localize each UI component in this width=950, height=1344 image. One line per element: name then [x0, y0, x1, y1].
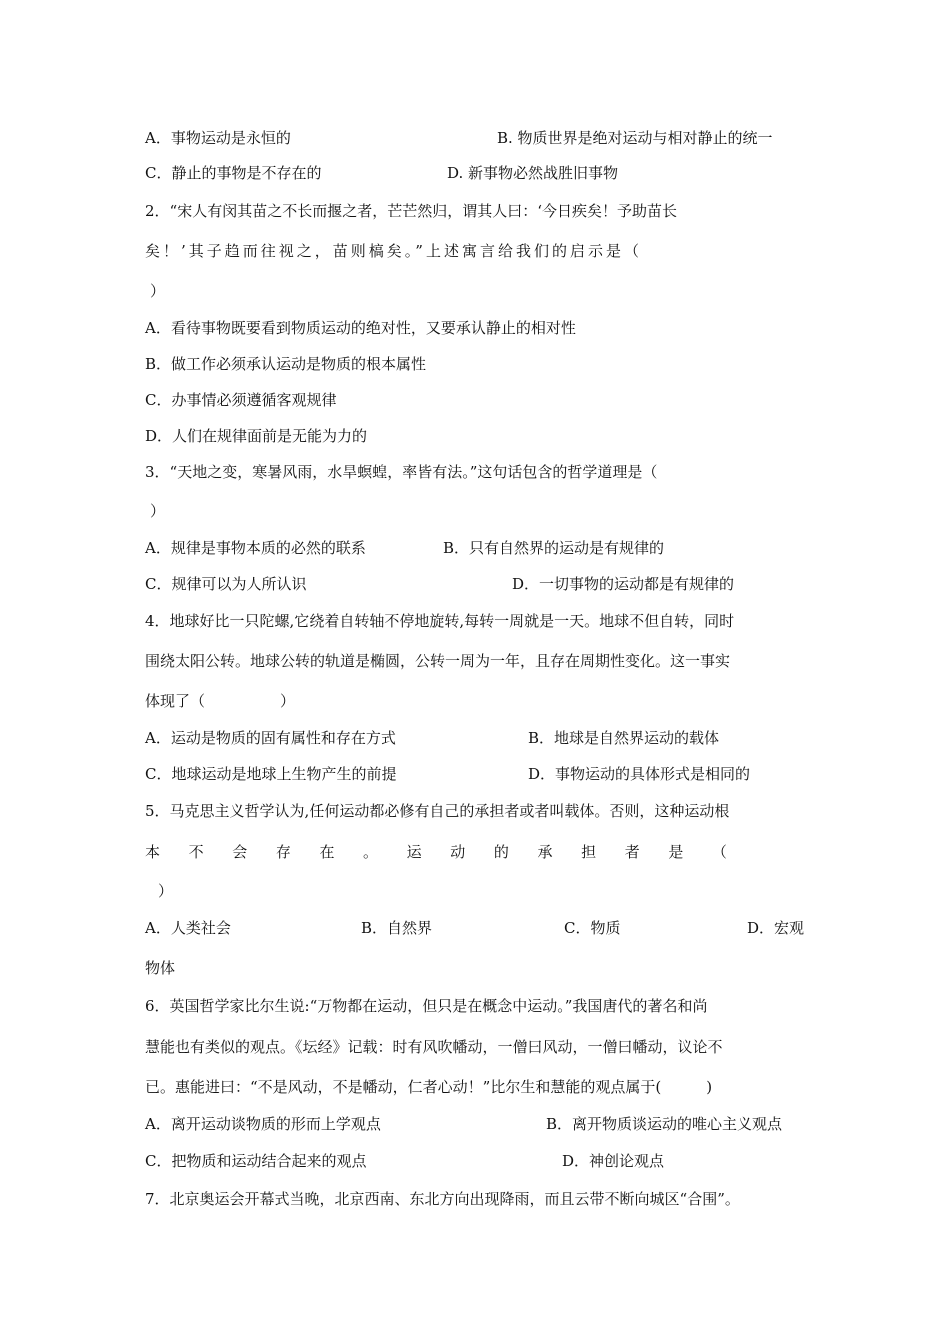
q5-stem-line2-char: 不 [188, 843, 204, 861]
q2-option-b: B．做工作必须承认运动是物质的根本属性 [145, 355, 427, 373]
q3-stem-line2: ） [150, 502, 166, 520]
q2-option-c: C．办事情必须遵循客观规律 [145, 391, 337, 409]
q1-option-a: A．事物运动是永恒的 [145, 129, 291, 147]
q6-stem-line2: 慧能也有类似的观点。《坛经》记载：时有风吹幡动，一僧曰风动，一僧曰幡动，议论不 [145, 1038, 723, 1056]
q1-option-c: C．静止的事物是不存在的 [145, 164, 322, 182]
q5-stem-line2-char: 的 [493, 843, 509, 861]
q1-option-d: D. 新事物必然战胜旧事物 [447, 164, 619, 182]
q3-stem-line1: 3．“天地之变，寒暑风雨，水旱螟蝗，率皆有法。”这句话包含的哲学道理是（ [145, 463, 658, 481]
q4-option-c: C．地球运动是地球上生物产生的前提 [145, 765, 397, 783]
q1-option-b: B. 物质世界是绝对运动与相对静止的统一 [497, 129, 773, 147]
q2-stem-line3: ） [150, 282, 166, 300]
q4-stem-line1: 4．地球好比一只陀螺,它绕着自转轴不停地旋转,每转一周就是一天。地球不但自转，同时 [145, 612, 735, 630]
q5-stem-line2-char: 担 [581, 843, 597, 861]
q3-option-c: C．规律可以为人所认识 [145, 575, 307, 593]
q5-stem-line2-char: 。 [363, 843, 379, 861]
q2-stem-line1: 2．“宋人有闵其苗之不长而揠之者，芒芒然归，谓其人曰：‘今日疾矣！予助苗长 [145, 202, 677, 220]
q2-option-a: A．看待事物既要看到物质运动的绝对性，又要承认静止的相对性 [145, 319, 576, 337]
q3-option-b: B．只有自然界的运动是有规律的 [443, 539, 665, 557]
q5-stem-line2-char: 存 [275, 843, 291, 861]
q6-option-b: B．离开物质谈运动的唯心主义观点 [546, 1115, 783, 1133]
q5-stem-line2-char: 者 [624, 843, 640, 861]
q2-option-d: D．人们在规律面前是无能为力的 [145, 427, 368, 445]
q5-stem-line2-char: 会 [232, 843, 248, 861]
q6-option-a: A．离开运动谈物质的形而上学观点 [145, 1115, 381, 1133]
q5-stem-line3: ） [158, 882, 174, 900]
q7-stem-line1: 7．北京奥运会开幕式当晚，北京西南、东北方向出现降雨，而且云带不断向城区“合围”。 [145, 1190, 740, 1208]
q2-stem-line2: 矣！’其子趋而往视之，苗则槁矣。”上述寓言给我们的启示是（ [145, 242, 642, 260]
q5-option-c: C．物质 [564, 919, 621, 937]
q5-stem-line2-char: 是 [668, 843, 684, 861]
q4-option-a: A．运动是物质的固有属性和存在方式 [145, 729, 396, 747]
q4-stem-line3: 体现了（ ） [145, 692, 296, 710]
q3-option-d: D．一切事物的运动都是有规律的 [512, 575, 735, 593]
q5-stem-line1: 5．马克思主义哲学认为,任何运动都必修有自己的承担者或者叫载体。否则，这种运动根 [145, 802, 730, 820]
q6-option-d: D．神创论观点 [562, 1152, 665, 1170]
q6-option-c: C．把物质和运动结合起来的观点 [145, 1152, 367, 1170]
q4-option-b: B．地球是自然界运动的载体 [528, 729, 720, 747]
q5-option-d-continued: 物体 [145, 959, 176, 977]
q6-stem-line1: 6．英国哲学家比尔生说:“万物都在运动，但只是在概念中运动。”我国唐代的著名和尚 [145, 997, 708, 1015]
q5-stem-line2-char: 运 [406, 843, 422, 861]
q6-stem-line3: 已。惠能进曰：“不是风动，不是幡动，仁者心动！”比尔生和慧能的观点属于( ) [145, 1078, 713, 1096]
q5-stem-line2-char: 本 [145, 843, 161, 861]
q5-option-b: B．自然界 [361, 919, 433, 937]
q3-option-a: A．规律是事物本质的必然的联系 [145, 539, 366, 557]
q4-option-d: D．事物运动的具体形式是相同的 [528, 765, 751, 783]
q5-stem-line2-char: 承 [537, 843, 553, 861]
q5-stem-line2-char: 动 [450, 843, 466, 861]
q4-stem-line2: 围绕太阳公转。地球公转的轨道是椭圆，公转一周为一年，且存在周期性变化。这一事实 [145, 652, 731, 670]
q5-option-d: D．宏观 [747, 919, 805, 937]
q5-option-a: A．人类社会 [145, 919, 231, 937]
q5-stem-line2 [145, 842, 727, 862]
q5-stem-line2-char: （ [711, 843, 727, 861]
q5-stem-line2-char: 在 [319, 843, 335, 861]
